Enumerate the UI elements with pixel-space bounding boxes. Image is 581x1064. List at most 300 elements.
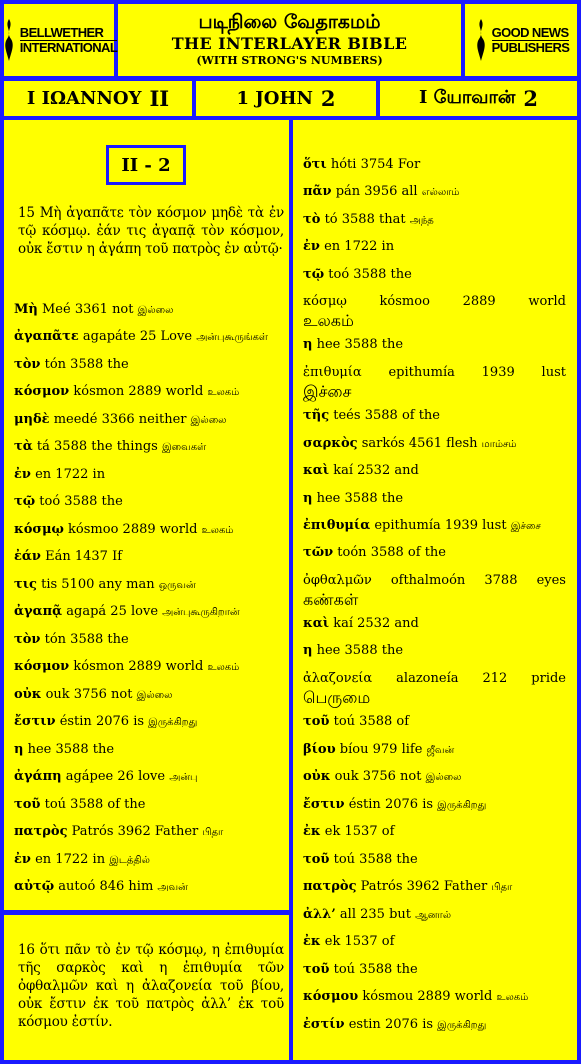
ref-greek xyxy=(4,81,192,116)
greek-word: η xyxy=(14,742,24,757)
tamil-gloss: கண்கள் xyxy=(303,590,359,609)
greek-word: η xyxy=(303,337,313,352)
english-gloss: love xyxy=(138,769,166,784)
transliteration: toú xyxy=(333,852,356,867)
title-subtitle: (WITH STRONG'S NUMBERS) xyxy=(196,54,383,67)
strong-number: 3588 xyxy=(70,632,104,647)
english-gloss: pride xyxy=(531,671,566,686)
right-word-row xyxy=(303,851,418,869)
transliteration: agápee xyxy=(65,769,114,784)
greek-word: ἐκ xyxy=(303,934,321,949)
right-word-row xyxy=(303,266,412,284)
transliteration: ek xyxy=(324,934,341,949)
english-gloss: not xyxy=(112,302,134,317)
right-word-row xyxy=(303,293,566,311)
english-gloss: the xyxy=(381,643,404,658)
right-word-row xyxy=(303,642,403,660)
greek-word: ἔστιν xyxy=(14,714,56,729)
transliteration: hee xyxy=(316,643,341,658)
tamil-gloss: இல்லை xyxy=(425,772,462,783)
greek-word: ὅτι xyxy=(303,157,327,172)
greek-word: Μὴ xyxy=(14,302,38,317)
strong-number: 2532 xyxy=(357,616,391,631)
greek-word: τοῦ xyxy=(303,852,330,867)
strong-number: 1722 xyxy=(55,852,89,867)
english-gloss: not xyxy=(400,769,422,784)
right-word-row xyxy=(303,933,394,951)
transliteration: hee xyxy=(27,742,52,757)
left-word-row xyxy=(14,438,206,457)
right-word-row xyxy=(303,670,566,688)
transliteration: tón xyxy=(44,357,67,372)
bellwether-logo-box xyxy=(4,4,118,76)
transliteration: toú xyxy=(333,962,356,977)
transliteration: kósmon xyxy=(73,659,125,674)
greek-word: καὶ xyxy=(303,616,330,631)
left-word-row xyxy=(14,493,123,511)
strong-number: 3962 xyxy=(117,824,151,839)
english-gloss: any man xyxy=(98,577,155,592)
transliteration: epithumía xyxy=(388,365,455,380)
left-word-row xyxy=(14,328,268,347)
ref-english-book: 1 JOHN xyxy=(236,88,313,109)
tamil-gloss: பிதா xyxy=(491,882,513,893)
english-gloss: of xyxy=(381,824,395,839)
tamil-gloss: இல்லை xyxy=(136,690,173,701)
greek-word: κόσμον xyxy=(14,659,70,674)
english-gloss: the xyxy=(107,357,129,372)
english-gloss: Father xyxy=(154,824,199,839)
greek-word: τὸν xyxy=(14,632,41,647)
ref-tamil-chapter: 2 xyxy=(523,86,538,111)
ref-tamil xyxy=(380,81,577,116)
tamil-gloss: இச்சை xyxy=(303,382,352,401)
transliteration: kaí xyxy=(333,616,353,631)
right-word-row xyxy=(303,878,512,897)
english-gloss: the xyxy=(381,337,404,352)
transliteration: toón xyxy=(337,545,367,560)
english-gloss: For xyxy=(397,157,421,172)
transliteration: Meé xyxy=(41,302,71,317)
right-word-row xyxy=(303,713,409,731)
right-word-row xyxy=(303,823,394,841)
left-word-row xyxy=(14,356,129,374)
greek-word: πατρὸς xyxy=(14,824,68,839)
tamil-gloss: இருக்கிறது xyxy=(437,1020,487,1031)
transliteration: hóti xyxy=(330,157,357,172)
strong-number: 3361 xyxy=(74,302,108,317)
english-gloss: world xyxy=(159,522,198,537)
transliteration: autoó xyxy=(58,879,96,894)
goodnews-flame-icon xyxy=(473,17,489,63)
right-word-row xyxy=(303,741,454,760)
right-word-row xyxy=(303,1016,486,1035)
bellwether-logo-line2: INTERNATIONAL xyxy=(19,39,118,55)
right-word-row xyxy=(303,768,461,787)
greek-word: η xyxy=(303,491,313,506)
transliteration: hee xyxy=(316,491,341,506)
strong-number: 1537 xyxy=(344,824,378,839)
greek-word: ἔστιν xyxy=(303,797,345,812)
greek-word: ἀλλ’ xyxy=(303,907,336,922)
greek-word: ἐπιθυμία xyxy=(303,365,362,380)
strong-number: 979 xyxy=(372,742,398,757)
strong-number: 2076 xyxy=(384,797,419,812)
strong-number: 25 xyxy=(110,604,127,619)
strong-number: 3588 xyxy=(359,852,393,867)
english-gloss: is xyxy=(422,797,434,812)
greek-word: κόσμῳ xyxy=(303,294,347,309)
left-word-row xyxy=(14,603,240,622)
tamil-gloss: இடத்தில் xyxy=(109,855,150,866)
transliteration: pán xyxy=(335,184,361,199)
left-word-row xyxy=(14,823,223,842)
greek-word: τῷ xyxy=(14,494,36,509)
right-word-row xyxy=(303,961,418,979)
right-word-row xyxy=(303,906,451,925)
english-gloss: and xyxy=(394,616,419,631)
greek-word: ἀγαπᾶτε xyxy=(14,329,79,344)
english-gloss: of xyxy=(396,714,410,729)
title-box xyxy=(118,4,461,76)
greek-word: ἐν xyxy=(14,467,31,482)
english-gloss: in xyxy=(92,467,106,482)
left-word-row xyxy=(14,521,233,540)
left-word-row xyxy=(14,768,198,787)
english-gloss: the things xyxy=(91,439,158,454)
transliteration: hee xyxy=(316,337,341,352)
verse-15-text: 15 Μὴ ἀγαπᾶτε τὸν κόσμον μηδὲ τὰ ἐν τῷ κόσμῳ. ἐάν τις ἀγαπᾷ τὸν κόσμον, οὐκ ἔστιν η ἀγάπη τοῦ πατρὸς ἐν αὐτῷ· xyxy=(18,205,284,257)
strong-number: 3588 xyxy=(359,714,393,729)
left-word-row xyxy=(14,631,129,649)
english-gloss: life xyxy=(401,742,423,757)
greek-word: ἀγαπᾷ xyxy=(14,604,63,619)
strong-number: 2076 xyxy=(384,1017,419,1032)
strong-number: 2889 xyxy=(128,659,162,674)
english-gloss: that xyxy=(379,212,406,227)
tamil-gloss: உலகம் xyxy=(207,387,240,398)
greek-word: ἐπιθυμία xyxy=(303,518,371,533)
left-word-row xyxy=(14,851,150,870)
transliteration: Patrós xyxy=(71,824,114,839)
greek-word: ἐάν xyxy=(14,549,41,564)
transliteration: kaí xyxy=(333,463,353,478)
strong-number: 3962 xyxy=(406,879,440,894)
transliteration: tó xyxy=(324,212,338,227)
tamil-gloss: உலகம் xyxy=(303,311,354,330)
english-gloss: is xyxy=(422,1017,434,1032)
english-gloss: of the xyxy=(401,408,440,423)
transliteration: alazoneía xyxy=(396,671,459,686)
strong-number: 2076 xyxy=(95,714,130,729)
english-gloss: Father xyxy=(443,879,488,894)
left-word-row xyxy=(14,576,196,595)
greek-word: πᾶν xyxy=(303,184,332,199)
transliteration: toó xyxy=(39,494,61,509)
english-gloss: neither xyxy=(138,412,187,427)
greek-word: ὀφθαλμῶν xyxy=(303,573,372,588)
tamil-gloss: எல்லாம் xyxy=(421,187,460,198)
strong-number: 212 xyxy=(482,671,508,686)
strong-number: 1939 xyxy=(444,518,478,533)
transliteration: sarkós xyxy=(361,436,405,451)
english-gloss: eyes xyxy=(536,573,566,588)
transliteration: agapá xyxy=(66,604,107,619)
english-gloss: but xyxy=(389,907,412,922)
title-tamil: படிநிலை வேதாகமம் xyxy=(198,11,381,33)
english-gloss: of the xyxy=(107,797,146,812)
transliteration: kósmou xyxy=(362,989,414,1004)
ref-greek-chapter: II xyxy=(149,86,170,111)
right-word-row xyxy=(303,156,420,174)
tamil-gloss: இருக்கிறது xyxy=(148,717,198,728)
transliteration: en xyxy=(324,239,341,254)
chapter-badge: II - 2 xyxy=(106,145,186,185)
strong-number: 3588 xyxy=(70,357,104,372)
greek-word: τῷ xyxy=(303,267,325,282)
tamil-gloss: இவைகள் xyxy=(161,442,207,453)
strong-number: 2889 xyxy=(462,294,496,309)
english-gloss: flesh xyxy=(446,436,478,451)
left-word-row xyxy=(14,301,173,320)
english-gloss: is xyxy=(133,714,145,729)
english-gloss: in xyxy=(381,239,395,254)
transliteration: teés xyxy=(333,408,361,423)
transliteration: tis xyxy=(41,577,58,592)
right-word-row xyxy=(303,183,459,202)
goodnews-logo-line1: GOOD NEWS xyxy=(491,24,569,40)
left-word-row xyxy=(14,713,197,732)
tamil-gloss: உலகம் xyxy=(496,992,529,1003)
goodnews-logo-box xyxy=(465,4,577,76)
left-word-row xyxy=(14,466,105,484)
strong-number: 3588 xyxy=(344,491,378,506)
transliteration: estin xyxy=(348,1017,381,1032)
strong-number: 235 xyxy=(360,907,385,922)
tamil-gloss: பிதா xyxy=(202,827,224,838)
tamil-gloss: இல்லை xyxy=(190,415,227,426)
tamil-gloss: மாம்சம் xyxy=(481,439,517,450)
tamil-gloss: இல்லை xyxy=(137,305,174,316)
greek-word: ἐστίν xyxy=(303,1017,345,1032)
tamil-gloss: பெருமை xyxy=(303,688,371,707)
greek-word: ἐκ xyxy=(303,824,321,839)
transliteration: agapáte xyxy=(82,329,136,344)
left-panel-verse15 xyxy=(4,120,289,910)
english-gloss: the xyxy=(381,491,404,506)
english-gloss: the xyxy=(92,742,115,757)
greek-word: καὶ xyxy=(303,463,330,478)
strong-number: 3788 xyxy=(484,573,518,588)
goodnews-logo-line2: PUBLISHERS xyxy=(491,39,570,55)
greek-word: κόσμου xyxy=(303,989,359,1004)
transliteration: toú xyxy=(44,797,67,812)
tamil-gloss: அன்பு xyxy=(169,772,198,783)
strong-number: 5100 xyxy=(61,577,95,592)
strong-number: 3366 xyxy=(101,412,135,427)
greek-word: τις xyxy=(14,577,37,592)
greek-word: ἐν xyxy=(14,852,31,867)
greek-word: τὸ xyxy=(303,212,321,227)
transliteration: ofthalmoón xyxy=(390,573,466,588)
english-gloss: the xyxy=(390,267,412,282)
english-gloss: him xyxy=(128,879,154,894)
left-word-row xyxy=(14,658,239,677)
english-gloss: the xyxy=(107,632,129,647)
right-panel xyxy=(293,120,577,1060)
bellwether-logo-line1: BELLWETHER xyxy=(19,24,104,40)
left-panel-verse16 xyxy=(4,915,289,1060)
right-word-row xyxy=(303,407,440,425)
ref-greek-book: I ΙΩΑΝΝΟΥ xyxy=(26,88,142,109)
right-word-row xyxy=(303,796,486,815)
english-gloss: the xyxy=(396,852,418,867)
english-gloss: not xyxy=(111,687,133,702)
tamil-gloss: அவன் xyxy=(157,882,188,893)
strong-number: 4561 xyxy=(408,436,442,451)
transliteration: Patrós xyxy=(360,879,403,894)
strong-number: 3956 xyxy=(364,184,398,199)
strong-number: 2889 xyxy=(417,989,451,1004)
right-word-row xyxy=(303,211,434,230)
strong-number: 3588 xyxy=(341,212,375,227)
right-word-row xyxy=(303,517,541,536)
bellwether-logo xyxy=(1,17,117,63)
strong-number: 2889 xyxy=(122,522,156,537)
strong-number: 3588 xyxy=(353,267,387,282)
greek-word: τοῦ xyxy=(303,962,330,977)
greek-word: τοῦ xyxy=(14,797,41,812)
english-gloss: and xyxy=(394,463,419,478)
greek-word: τὸν xyxy=(14,357,41,372)
english-gloss: in xyxy=(92,852,106,867)
right-word-row xyxy=(303,615,419,633)
strong-number: 3756 xyxy=(362,769,396,784)
tamil-gloss: ஒருவன் xyxy=(158,580,196,591)
transliteration: meedé xyxy=(53,412,98,427)
tamil-gloss: இச்சை xyxy=(510,521,541,532)
left-word-row xyxy=(14,796,145,814)
transliteration: tá xyxy=(36,439,50,454)
title-english: THE INTERLAYER BIBLE xyxy=(171,34,408,53)
tamil-gloss: அன்புகூருங்கள் xyxy=(196,332,268,343)
transliteration: kósmoo xyxy=(68,522,119,537)
left-word-row xyxy=(14,878,188,897)
strong-number: 3588 xyxy=(55,742,89,757)
strong-number: 3754 xyxy=(360,157,394,172)
greek-word: τῶν xyxy=(303,545,334,560)
strong-number: 3588 xyxy=(54,439,88,454)
greek-word: μηδὲ xyxy=(14,412,50,427)
greek-word: τοῦ xyxy=(303,714,330,729)
strong-number: 3588 xyxy=(364,408,398,423)
right-word-row xyxy=(303,238,394,256)
greek-word: ἀλαζονεία xyxy=(303,671,373,686)
strong-number: 1722 xyxy=(344,239,378,254)
transliteration: toú xyxy=(333,714,356,729)
left-word-row xyxy=(14,686,172,705)
transliteration: ouk xyxy=(45,687,70,702)
tamil-gloss: அந்த xyxy=(409,215,434,226)
right-word-row xyxy=(303,462,419,480)
english-gloss: love xyxy=(130,604,159,619)
greek-word: βίου xyxy=(303,742,336,757)
left-word-row xyxy=(14,383,239,402)
tamil-gloss: அன்புகூருகிறான் xyxy=(162,607,240,618)
strong-number: 3588 xyxy=(359,962,393,977)
transliteration: all xyxy=(339,907,356,922)
greek-word: η xyxy=(303,643,313,658)
transliteration: ek xyxy=(324,824,341,839)
english-gloss: world xyxy=(528,294,566,309)
strong-number: 3756 xyxy=(73,687,107,702)
strong-number: 3588 xyxy=(344,337,378,352)
transliteration: epithumía xyxy=(374,518,441,533)
transliteration: éstin xyxy=(348,797,381,812)
strong-number: 1537 xyxy=(344,934,378,949)
strong-number: 1437 xyxy=(74,549,108,564)
transliteration: en xyxy=(35,467,52,482)
greek-word: οὐκ xyxy=(303,769,331,784)
strong-number: 3588 xyxy=(344,643,378,658)
tamil-gloss: ஆனால் xyxy=(415,910,452,921)
transliteration: bíou xyxy=(339,742,369,757)
right-word-row xyxy=(303,544,446,562)
strong-number: 2889 xyxy=(128,384,162,399)
transliteration: en xyxy=(35,852,52,867)
right-word-row xyxy=(303,336,403,354)
greek-word: αὐτῷ xyxy=(14,879,55,894)
right-word-row xyxy=(303,364,566,382)
greek-word: ἐν xyxy=(303,239,320,254)
english-gloss: lust xyxy=(482,518,507,533)
right-word-row xyxy=(303,572,566,590)
strong-number: 1722 xyxy=(55,467,89,482)
strong-number: 25 xyxy=(139,329,157,344)
strong-number: 3588 xyxy=(370,545,404,560)
english-gloss: If xyxy=(112,549,123,564)
right-word-row xyxy=(303,490,403,508)
strong-number: 2532 xyxy=(357,463,391,478)
bellwether-flame-icon xyxy=(1,17,17,63)
verse-16-text: 16 ὅτι πᾶν τὸ ἐν τῷ κόσμῳ, η ἐπιθυμία τῆς σαρκὸς καὶ η ἐπιθυμία τῶν ὀφθαλμῶν καὶ η ἀλαζονεία τοῦ βίου, οὐκ ἔστιν ἐκ τοῦ πατρὸς ἀλλ’ ἐκ τοῦ κόσμου ἐστίν. xyxy=(18,942,284,1030)
english-gloss: the xyxy=(101,494,123,509)
strong-number: 26 xyxy=(117,769,134,784)
greek-word: σαρκὸς xyxy=(303,436,358,451)
greek-word: ἀγάπη xyxy=(14,769,62,784)
transliteration: ouk xyxy=(334,769,359,784)
transliteration: tón xyxy=(44,632,67,647)
ref-english-chapter: 2 xyxy=(320,86,336,111)
english-gloss: world xyxy=(165,659,204,674)
strong-number: 3588 xyxy=(70,797,104,812)
left-word-row xyxy=(14,741,114,759)
transliteration: éstin xyxy=(59,714,92,729)
ref-english xyxy=(196,81,376,116)
transliteration: Eán xyxy=(45,549,71,564)
greek-word: κόσμῳ xyxy=(14,522,64,537)
english-gloss: Love xyxy=(160,329,193,344)
left-word-row xyxy=(14,411,226,430)
english-gloss: all xyxy=(401,184,418,199)
english-gloss: lust xyxy=(541,365,566,380)
tamil-gloss: உலகம் xyxy=(207,662,240,673)
english-gloss: of the xyxy=(407,545,446,560)
right-word-row xyxy=(303,435,517,454)
strong-number: 1939 xyxy=(481,365,515,380)
greek-word: οὐκ xyxy=(14,687,42,702)
greek-word: κόσμον xyxy=(14,384,70,399)
